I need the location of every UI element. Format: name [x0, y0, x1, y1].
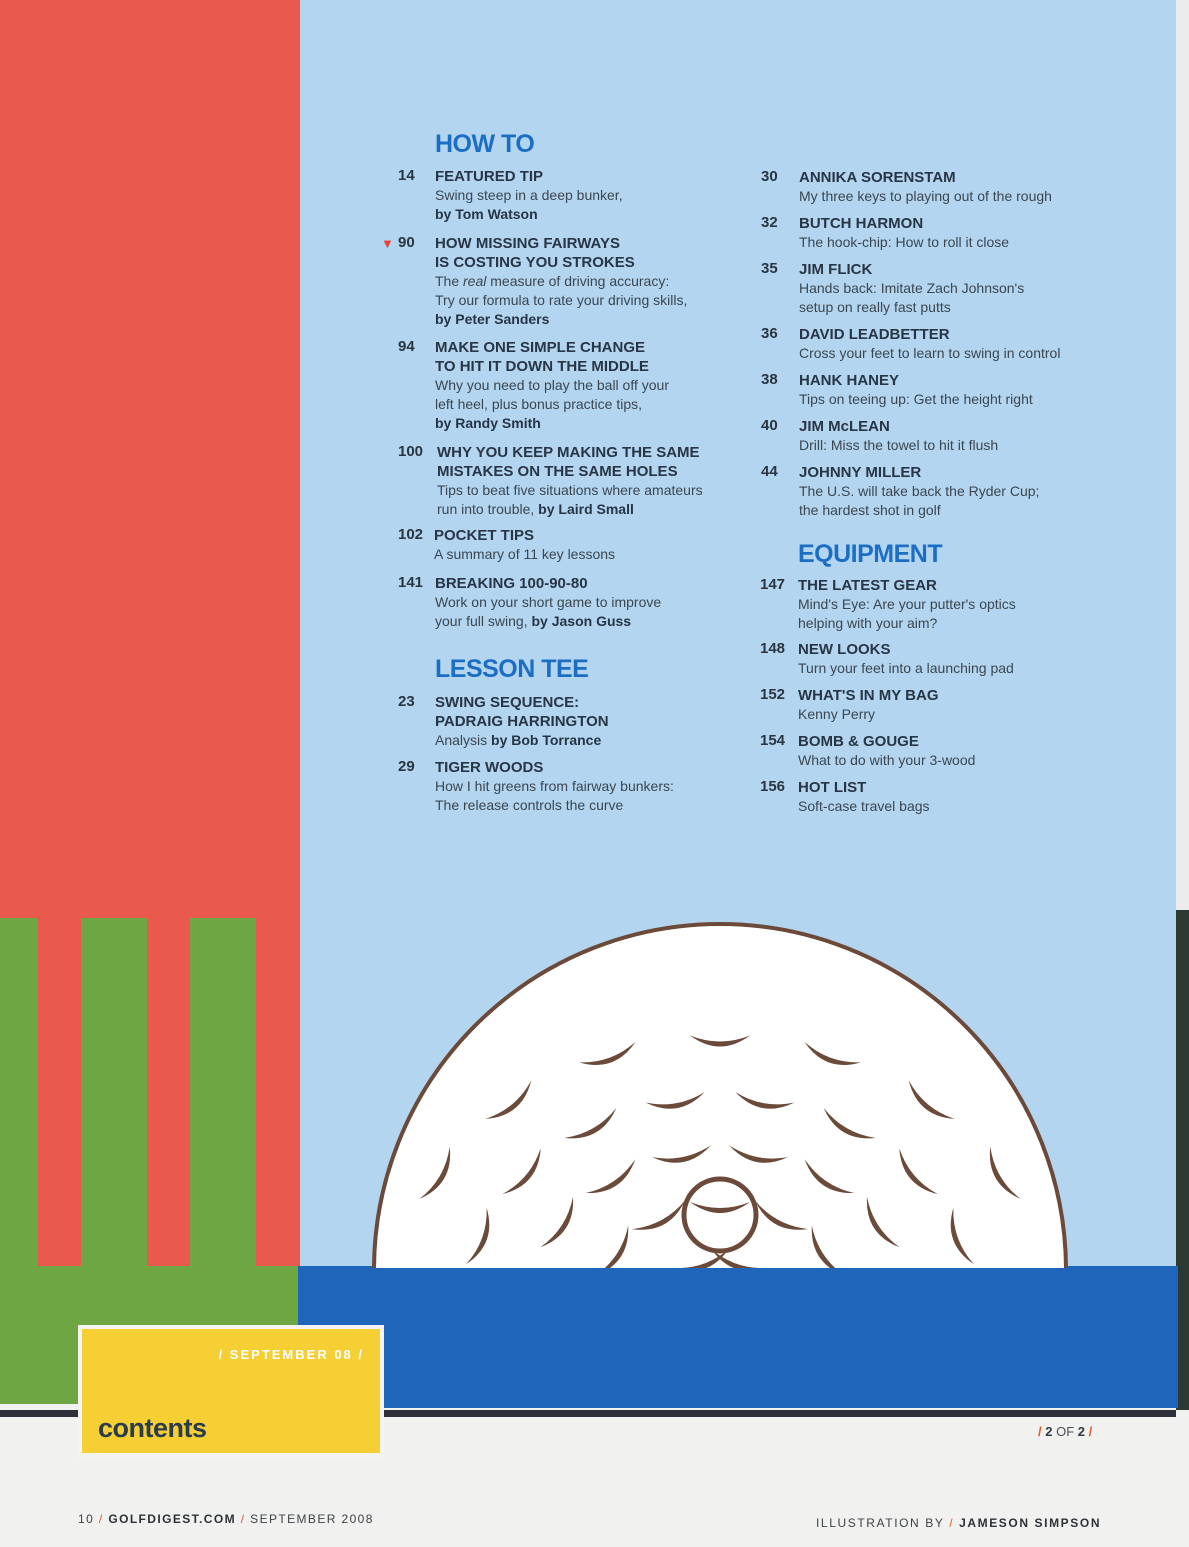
entry-title: DAVID LEADBETTER — [799, 326, 950, 343]
page-number: 40 — [761, 417, 778, 434]
entry-description: Analysis by Bob Torrance — [435, 732, 602, 748]
entry-title: PADRAIG HARRINGTON — [435, 713, 609, 730]
entry-byline: by Randy Smith — [435, 415, 541, 431]
entry-description: the hardest shot in golf — [799, 502, 941, 518]
entry-title: JIM FLICK — [799, 261, 873, 278]
entry-title: BREAKING 100-90-80 — [435, 575, 588, 592]
green-stripe — [190, 918, 256, 1268]
entry-description: The real measure of driving accuracy: — [435, 273, 670, 289]
entry-description: The U.S. will take back the Ryder Cup; — [799, 483, 1040, 499]
entry-title: POCKET TIPS — [434, 527, 535, 544]
entry-byline: by Laird Small — [538, 501, 634, 517]
page-edge — [1176, 0, 1189, 910]
entry-description: How I hit greens from fairway bunkers: — [435, 778, 674, 794]
folio-site: GOLFDIGEST.COM — [108, 1512, 236, 1526]
entry-description: The release controls the curve — [435, 797, 624, 813]
entry-byline: by Bob Torrance — [491, 732, 602, 748]
entry-title: HOT LIST — [798, 779, 867, 796]
page-number: 100 — [398, 443, 424, 460]
contents-title: contents — [98, 1413, 207, 1443]
green-stripe — [81, 918, 147, 1268]
entry-title: JIM McLEAN — [799, 418, 890, 435]
folio-line: 10 / GOLFDIGEST.COM / SEPTEMBER 2008 — [78, 1512, 374, 1526]
page-number: 30 — [761, 168, 778, 185]
entry-description: A summary of 11 key lessons — [434, 546, 616, 562]
entry-description: Drill: Miss the towel to hit it flush — [799, 437, 999, 453]
entry-description: Work on your short game to improve — [435, 594, 662, 610]
page-number: 141 — [398, 574, 424, 591]
page-counter: / 2 OF 2 / — [1038, 1424, 1093, 1439]
entry-description: My three keys to playing out of the rough — [799, 188, 1052, 204]
entry-description: your full swing, by Jason Guss — [435, 613, 632, 629]
page-number: 23 — [398, 693, 415, 710]
entry-title: HANK HANEY — [799, 372, 900, 389]
entry-title: TO HIT IT DOWN THE MIDDLE — [435, 358, 649, 375]
entry-title: THE LATEST GEAR — [798, 577, 937, 594]
entry-title: TIGER WOODS — [435, 759, 544, 776]
entry-description: Tips on teeing up: Get the height right — [799, 391, 1033, 407]
page-number: 154 — [760, 732, 786, 749]
section-title-how-to: HOW TO — [435, 130, 535, 158]
contents-label-card — [78, 1325, 384, 1457]
page-number: 44 — [761, 463, 778, 480]
entry-description: run into trouble, by Laird Small — [437, 501, 634, 517]
entry-description: Kenny Perry — [798, 706, 876, 722]
blue-ground-bar — [298, 1266, 1178, 1408]
page-number: 38 — [761, 371, 778, 388]
folio-issue: SEPTEMBER 2008 — [250, 1512, 374, 1526]
entry-title: SWING SEQUENCE: — [435, 694, 580, 711]
page-number: 29 — [398, 758, 415, 775]
page-number: 90 — [398, 234, 415, 251]
section-title-equipment: EQUIPMENT — [798, 540, 943, 568]
entry-title: WHY YOU KEEP MAKING THE SAME — [437, 444, 700, 461]
entry-title: BOMB & GOUGE — [798, 733, 919, 750]
entry-description: helping with your aim? — [798, 615, 938, 631]
folio-page-number: 10 — [78, 1512, 95, 1526]
entry-title: IS COSTING YOU STROKES — [435, 254, 635, 271]
page-number: 156 — [760, 778, 786, 795]
page-number: 14 — [398, 167, 415, 184]
featured-marker-icon: ▼ — [381, 236, 394, 251]
entry-title: BUTCH HARMON — [799, 215, 924, 232]
page-number: 147 — [760, 576, 786, 593]
entry-title: JOHNNY MILLER — [799, 464, 922, 481]
entry-byline: by Peter Sanders — [435, 311, 550, 327]
golf-ball-illustration — [360, 870, 1080, 1268]
page-number: 32 — [761, 214, 778, 231]
entry-title: HOW MISSING FAIRWAYS — [435, 235, 621, 252]
entry-title: FEATURED TIP — [435, 168, 544, 185]
entry-description: Why you need to play the ball off your — [435, 377, 669, 393]
entry-title: WHAT'S IN MY BAG — [798, 687, 939, 704]
entry-description: Try our formula to rate your driving skills, — [435, 292, 688, 308]
page-number: 152 — [760, 686, 786, 703]
green-stripe — [0, 918, 38, 1268]
entry-description: Turn your feet into a launching pad — [798, 660, 1014, 676]
entry-description: Soft-case travel bags — [798, 798, 930, 814]
entry-title: MISTAKES ON THE SAME HOLES — [437, 463, 678, 480]
entry-title: ANNIKA SORENSTAM — [799, 169, 956, 186]
page-number: 102 — [398, 526, 424, 543]
page-number: 148 — [760, 640, 786, 657]
illustration-credit: ILLUSTRATION BY / JAMESON SIMPSON — [816, 1516, 1102, 1530]
entry-description: Swing steep in a deep bunker, — [435, 187, 623, 203]
entry-description: Tips to beat five situations where amateurs — [437, 482, 703, 498]
entry-description: left heel, plus bonus practice tips, — [435, 396, 643, 412]
entry-description: setup on really fast putts — [799, 299, 951, 315]
page-number: 36 — [761, 325, 778, 342]
entry-description: Hands back: Imitate Zach Johnson's — [799, 280, 1025, 296]
entry-byline: by Tom Watson — [435, 206, 538, 222]
entry-description: Mind's Eye: Are your putter's optics — [798, 596, 1016, 612]
issue-date-label: / SEPTEMBER 08 / — [218, 1347, 364, 1362]
page-number: 94 — [398, 338, 415, 355]
entry-title: MAKE ONE SIMPLE CHANGE — [435, 339, 646, 356]
entry-description: Cross your feet to learn to swing in control — [799, 345, 1061, 361]
entry-description: What to do with your 3-wood — [798, 752, 976, 768]
entry-description: The hook-chip: How to roll it close — [799, 234, 1010, 250]
entry-title: NEW LOOKS — [798, 641, 891, 658]
page-number: 35 — [761, 260, 778, 277]
entry-byline: by Jason Guss — [531, 613, 632, 629]
section-title-lesson-tee: LESSON TEE — [435, 655, 589, 683]
